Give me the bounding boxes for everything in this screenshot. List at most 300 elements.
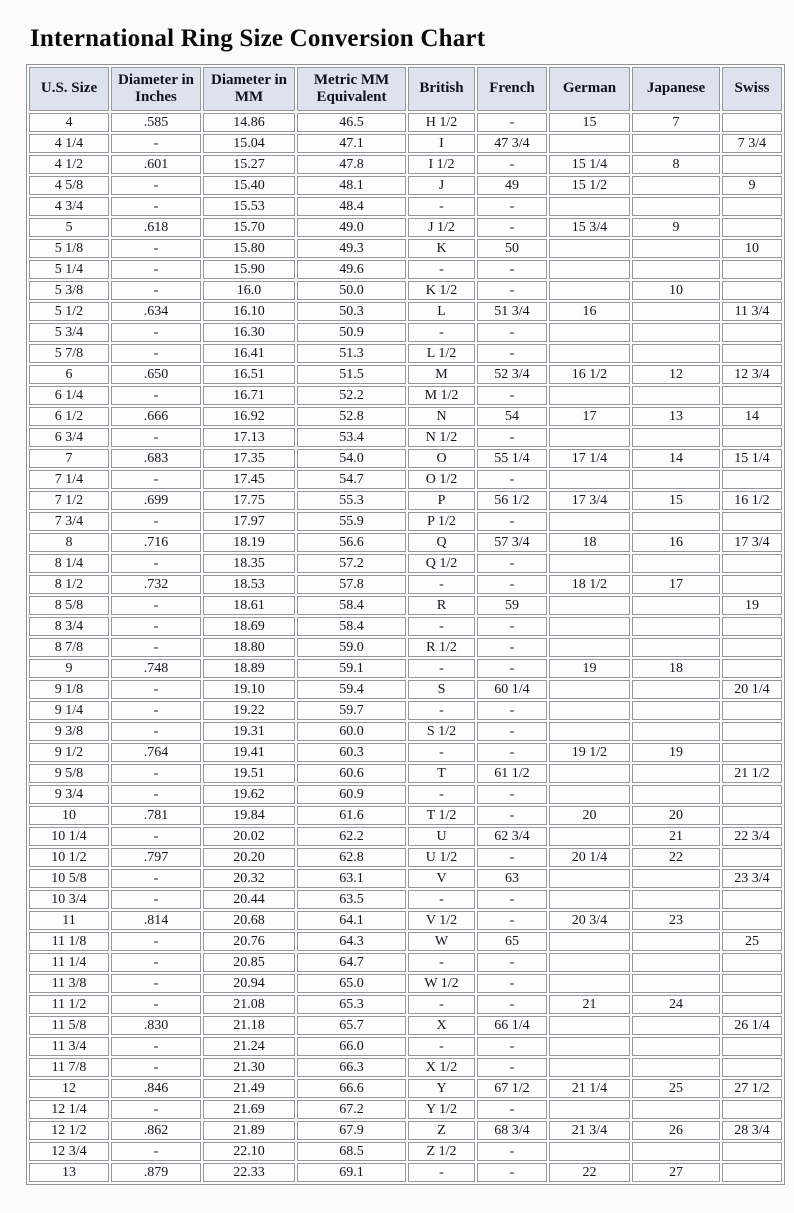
table-cell: 18.35 xyxy=(203,554,295,573)
table-cell: 16 1/2 xyxy=(549,365,630,384)
table-cell: 59.7 xyxy=(297,701,406,720)
table-cell: 15 1/2 xyxy=(549,176,630,195)
table-cell: Y 1/2 xyxy=(408,1100,475,1119)
table-cell: O xyxy=(408,449,475,468)
table-cell: 16 xyxy=(632,533,720,552)
table-cell xyxy=(549,386,630,405)
table-cell: K xyxy=(408,239,475,258)
table-cell: 15 1/4 xyxy=(549,155,630,174)
table-cell: 23 3/4 xyxy=(722,869,782,888)
table-cell xyxy=(549,1142,630,1161)
table-cell: .814 xyxy=(111,911,201,930)
table-cell xyxy=(632,869,720,888)
table-cell: - xyxy=(477,1163,547,1182)
table-row xyxy=(29,260,782,279)
table-cell: 11 3/4 xyxy=(722,302,782,321)
table-header xyxy=(29,67,782,111)
table-cell: 5 7/8 xyxy=(29,344,109,363)
table-cell: 16.30 xyxy=(203,323,295,342)
table-cell: R xyxy=(408,596,475,615)
table-cell: 65.7 xyxy=(297,1016,406,1035)
table-cell: 15.04 xyxy=(203,134,295,153)
table-cell: - xyxy=(111,722,201,741)
table-cell xyxy=(632,932,720,951)
table-cell xyxy=(549,680,630,699)
table-cell: - xyxy=(408,197,475,216)
table-cell: Z 1/2 xyxy=(408,1142,475,1161)
table-cell: J 1/2 xyxy=(408,218,475,237)
table-cell: 7 1/4 xyxy=(29,470,109,489)
table-cell: - xyxy=(408,953,475,972)
table-cell xyxy=(722,113,782,132)
table-cell xyxy=(549,197,630,216)
table-cell: 54.7 xyxy=(297,470,406,489)
table-cell xyxy=(549,953,630,972)
table-cell xyxy=(722,344,782,363)
table-cell: .732 xyxy=(111,575,201,594)
table-cell: P xyxy=(408,491,475,510)
table-cell: W 1/2 xyxy=(408,974,475,993)
table-cell xyxy=(549,134,630,153)
table-cell: .862 xyxy=(111,1121,201,1140)
table-cell: .797 xyxy=(111,848,201,867)
table-cell: - xyxy=(111,764,201,783)
table-cell: 54 xyxy=(477,407,547,426)
table-cell: L xyxy=(408,302,475,321)
table-cell xyxy=(632,260,720,279)
table-cell: - xyxy=(408,785,475,804)
table-cell: 51.5 xyxy=(297,365,406,384)
table-cell: 17 xyxy=(632,575,720,594)
table-cell xyxy=(632,554,720,573)
table-cell: 51.3 xyxy=(297,344,406,363)
table-cell: - xyxy=(477,953,547,972)
table-cell: 57.8 xyxy=(297,575,406,594)
table-cell: M xyxy=(408,365,475,384)
table-cell: 63 xyxy=(477,869,547,888)
table-cell xyxy=(632,638,720,657)
table-cell xyxy=(722,890,782,909)
table-cell: 19 xyxy=(722,596,782,615)
table-cell: Z xyxy=(408,1121,475,1140)
table-cell: 10 xyxy=(29,806,109,825)
table-cell: V 1/2 xyxy=(408,911,475,930)
table-row xyxy=(29,1037,782,1056)
table-cell xyxy=(722,785,782,804)
table-cell: 49.0 xyxy=(297,218,406,237)
table-cell: 19.41 xyxy=(203,743,295,762)
table-cell: - xyxy=(477,512,547,531)
table-cell: - xyxy=(477,218,547,237)
table-cell: - xyxy=(111,1100,201,1119)
table-cell: W xyxy=(408,932,475,951)
table-cell: 10 1/4 xyxy=(29,827,109,846)
table-cell: 19 1/2 xyxy=(549,743,630,762)
table-cell: 4 3/4 xyxy=(29,197,109,216)
table-cell xyxy=(722,1100,782,1119)
table-cell: 17 3/4 xyxy=(549,491,630,510)
table-cell: 22.10 xyxy=(203,1142,295,1161)
table-cell: 5 1/4 xyxy=(29,260,109,279)
table-cell: - xyxy=(111,890,201,909)
table-cell xyxy=(549,932,630,951)
table-cell: 66.0 xyxy=(297,1037,406,1056)
table-cell xyxy=(722,701,782,720)
table-cell: 21.18 xyxy=(203,1016,295,1035)
table-cell: 54.0 xyxy=(297,449,406,468)
table-cell xyxy=(722,1037,782,1056)
table-row xyxy=(29,827,782,846)
table-cell: 11 1/8 xyxy=(29,932,109,951)
table-cell xyxy=(632,344,720,363)
table-row xyxy=(29,701,782,720)
table-cell: 18 1/2 xyxy=(549,575,630,594)
table-row xyxy=(29,974,782,993)
table-cell: - xyxy=(477,554,547,573)
table-cell: 18.61 xyxy=(203,596,295,615)
table-cell: - xyxy=(111,197,201,216)
table-cell: 20 3/4 xyxy=(549,911,630,930)
table-cell: 19.31 xyxy=(203,722,295,741)
table-cell: S 1/2 xyxy=(408,722,475,741)
table-cell: 66.3 xyxy=(297,1058,406,1077)
table-cell: - xyxy=(477,575,547,594)
table-cell: - xyxy=(477,1037,547,1056)
table-cell: 18.69 xyxy=(203,617,295,636)
table-cell: 16 xyxy=(549,302,630,321)
table-cell: 11 xyxy=(29,911,109,930)
table-row xyxy=(29,785,782,804)
table-cell xyxy=(632,764,720,783)
table-cell: 16.41 xyxy=(203,344,295,363)
table-cell: - xyxy=(111,512,201,531)
table-cell: 8 5/8 xyxy=(29,596,109,615)
table-cell: 12 1/4 xyxy=(29,1100,109,1119)
table-cell: J xyxy=(408,176,475,195)
table-row xyxy=(29,512,782,531)
table-cell: .879 xyxy=(111,1163,201,1182)
table-cell: 60.9 xyxy=(297,785,406,804)
table-cell: - xyxy=(111,176,201,195)
table-row xyxy=(29,407,782,426)
table-cell: S xyxy=(408,680,475,699)
table-cell: U xyxy=(408,827,475,846)
table-row xyxy=(29,575,782,594)
table-cell: - xyxy=(111,470,201,489)
table-cell: - xyxy=(111,386,201,405)
table-cell: 19.62 xyxy=(203,785,295,804)
table-cell: 14 xyxy=(632,449,720,468)
table-cell: 13 xyxy=(632,407,720,426)
table-cell: 4 1/4 xyxy=(29,134,109,153)
table-cell: - xyxy=(477,470,547,489)
table-cell: N xyxy=(408,407,475,426)
table-cell: 9 1/2 xyxy=(29,743,109,762)
table-cell: 21.30 xyxy=(203,1058,295,1077)
table-cell: 15 3/4 xyxy=(549,218,630,237)
table-cell xyxy=(722,911,782,930)
table-cell xyxy=(549,470,630,489)
table-cell: L 1/2 xyxy=(408,344,475,363)
table-cell: 15.53 xyxy=(203,197,295,216)
table-cell: R 1/2 xyxy=(408,638,475,657)
table-cell: .699 xyxy=(111,491,201,510)
table-cell: 18.89 xyxy=(203,659,295,678)
table-cell: 22 3/4 xyxy=(722,827,782,846)
table-cell: 8 7/8 xyxy=(29,638,109,657)
table-row xyxy=(29,869,782,888)
table-cell: - xyxy=(408,890,475,909)
table-cell: - xyxy=(111,827,201,846)
table-cell: 55.9 xyxy=(297,512,406,531)
table-cell: 24 xyxy=(632,995,720,1014)
table-cell: 28 3/4 xyxy=(722,1121,782,1140)
table-cell: - xyxy=(477,113,547,132)
table-cell xyxy=(549,1058,630,1077)
page-title: International Ring Size Conversion Chart xyxy=(30,24,486,52)
table-cell xyxy=(632,596,720,615)
table-cell: 27 xyxy=(632,1163,720,1182)
table-cell: - xyxy=(477,260,547,279)
table-cell: 52.2 xyxy=(297,386,406,405)
table-cell: 21 1/4 xyxy=(549,1079,630,1098)
table-cell xyxy=(722,659,782,678)
table-cell xyxy=(722,470,782,489)
table-row xyxy=(29,281,782,300)
table-cell xyxy=(632,197,720,216)
table-cell: 8 1/4 xyxy=(29,554,109,573)
table-cell: 16.0 xyxy=(203,281,295,300)
table-row xyxy=(29,134,782,153)
table-row xyxy=(29,176,782,195)
table-cell: 10 xyxy=(722,239,782,258)
table-row xyxy=(29,638,782,657)
table-cell: 8 1/2 xyxy=(29,575,109,594)
table-cell: 18 xyxy=(549,533,630,552)
table-cell: 62.2 xyxy=(297,827,406,846)
table-row xyxy=(29,932,782,951)
table-cell: 15 xyxy=(549,113,630,132)
table-cell xyxy=(549,785,630,804)
column-header-japanese: Japanese xyxy=(632,67,720,111)
table-cell xyxy=(549,764,630,783)
table-cell: 56 1/2 xyxy=(477,491,547,510)
table-cell: 22.33 xyxy=(203,1163,295,1182)
table-cell: 21.24 xyxy=(203,1037,295,1056)
table-row xyxy=(29,1016,782,1035)
table-cell: 17.75 xyxy=(203,491,295,510)
table-cell: 13 xyxy=(29,1163,109,1182)
table-cell: 21 xyxy=(632,827,720,846)
table-row xyxy=(29,890,782,909)
table-cell: - xyxy=(111,1037,201,1056)
table-cell: 12 xyxy=(632,365,720,384)
table-cell: 23 xyxy=(632,911,720,930)
table-cell: - xyxy=(408,617,475,636)
table-cell: 8 xyxy=(632,155,720,174)
table-cell xyxy=(632,239,720,258)
table-cell xyxy=(632,617,720,636)
table-cell: - xyxy=(477,386,547,405)
table-cell xyxy=(722,218,782,237)
table-cell: 9 xyxy=(722,176,782,195)
table-cell: 50.3 xyxy=(297,302,406,321)
table-cell: K 1/2 xyxy=(408,281,475,300)
column-header-british: British xyxy=(408,67,475,111)
table-cell: - xyxy=(408,1163,475,1182)
table-cell: 19.51 xyxy=(203,764,295,783)
table-cell: 20.94 xyxy=(203,974,295,993)
table-cell xyxy=(722,617,782,636)
table-row xyxy=(29,323,782,342)
table-cell xyxy=(722,743,782,762)
table-cell: 16.51 xyxy=(203,365,295,384)
table-cell: 4 xyxy=(29,113,109,132)
table-cell: .601 xyxy=(111,155,201,174)
table-cell: 18.80 xyxy=(203,638,295,657)
table-row xyxy=(29,995,782,1014)
table-cell: P 1/2 xyxy=(408,512,475,531)
table-cell: - xyxy=(111,323,201,342)
table-cell: 65 xyxy=(477,932,547,951)
table-cell: - xyxy=(477,722,547,741)
table-cell: 62.8 xyxy=(297,848,406,867)
table-cell: 10 5/8 xyxy=(29,869,109,888)
table-cell xyxy=(632,890,720,909)
table-cell: - xyxy=(477,848,547,867)
table-row xyxy=(29,617,782,636)
table-cell: - xyxy=(477,659,547,678)
table-cell: 66 1/4 xyxy=(477,1016,547,1035)
table-cell: 53.4 xyxy=(297,428,406,447)
table-cell: 67.9 xyxy=(297,1121,406,1140)
column-header-metric-mm-equivalent: Metric MM Equivalent xyxy=(297,67,406,111)
table-cell xyxy=(632,512,720,531)
table-cell xyxy=(549,323,630,342)
table-cell: 5 1/2 xyxy=(29,302,109,321)
table-cell: - xyxy=(111,785,201,804)
table-cell: 64.1 xyxy=(297,911,406,930)
table-cell: 21 3/4 xyxy=(549,1121,630,1140)
table-cell: 19 xyxy=(549,659,630,678)
table-cell: .716 xyxy=(111,533,201,552)
table-cell: 59.1 xyxy=(297,659,406,678)
table-cell: 60.3 xyxy=(297,743,406,762)
table-cell: 16.10 xyxy=(203,302,295,321)
table-cell xyxy=(722,806,782,825)
table-cell: - xyxy=(408,743,475,762)
table-cell: 18.19 xyxy=(203,533,295,552)
table-cell: 14.86 xyxy=(203,113,295,132)
table-cell: 11 7/8 xyxy=(29,1058,109,1077)
table-cell: 18.53 xyxy=(203,575,295,594)
table-cell xyxy=(632,722,720,741)
table-cell: - xyxy=(408,995,475,1014)
table-cell xyxy=(632,134,720,153)
table-cell: .781 xyxy=(111,806,201,825)
table-cell: - xyxy=(477,1058,547,1077)
table-cell: 8 xyxy=(29,533,109,552)
table-cell xyxy=(722,722,782,741)
table-cell xyxy=(722,1163,782,1182)
table-cell: 21 1/2 xyxy=(722,764,782,783)
table-cell xyxy=(549,617,630,636)
table-cell: - xyxy=(111,932,201,951)
table-cell: 60.0 xyxy=(297,722,406,741)
table-cell: 4 1/2 xyxy=(29,155,109,174)
table-cell: 62 3/4 xyxy=(477,827,547,846)
table-cell: - xyxy=(477,638,547,657)
table-cell: 4 5/8 xyxy=(29,176,109,195)
table-cell: 15.40 xyxy=(203,176,295,195)
table-cell xyxy=(549,596,630,615)
table-cell xyxy=(632,1016,720,1035)
table-cell: - xyxy=(477,281,547,300)
table-cell xyxy=(549,512,630,531)
table-cell: 19.22 xyxy=(203,701,295,720)
table-cell: 16.92 xyxy=(203,407,295,426)
table-cell: 57.2 xyxy=(297,554,406,573)
table-cell: N 1/2 xyxy=(408,428,475,447)
table-cell: 5 3/8 xyxy=(29,281,109,300)
table-cell: 47.1 xyxy=(297,134,406,153)
table-cell: 7 1/2 xyxy=(29,491,109,510)
table-cell xyxy=(632,323,720,342)
table-cell xyxy=(549,1037,630,1056)
table-cell xyxy=(722,512,782,531)
table-cell xyxy=(632,428,720,447)
table-cell: 60.6 xyxy=(297,764,406,783)
table-cell: 49 xyxy=(477,176,547,195)
table-cell: 20 1/4 xyxy=(549,848,630,867)
table-cell: - xyxy=(477,743,547,762)
table-cell: .830 xyxy=(111,1016,201,1035)
table-row xyxy=(29,596,782,615)
table-cell: 47 3/4 xyxy=(477,134,547,153)
table-cell: 27 1/2 xyxy=(722,1079,782,1098)
table-cell: 15 1/4 xyxy=(722,449,782,468)
table-cell: - xyxy=(111,701,201,720)
table-cell: - xyxy=(111,344,201,363)
table-cell: 55.3 xyxy=(297,491,406,510)
table-cell xyxy=(722,1058,782,1077)
table-cell xyxy=(549,344,630,363)
table-cell xyxy=(549,554,630,573)
table-cell: 52 3/4 xyxy=(477,365,547,384)
table-cell xyxy=(549,890,630,909)
table-cell: 64.3 xyxy=(297,932,406,951)
table-cell: 65.0 xyxy=(297,974,406,993)
table-cell xyxy=(549,260,630,279)
table-row xyxy=(29,470,782,489)
table-cell: 7 3/4 xyxy=(29,512,109,531)
table-cell: .618 xyxy=(111,218,201,237)
table-cell xyxy=(632,680,720,699)
table-cell: 16 1/2 xyxy=(722,491,782,510)
table-cell: 5 1/8 xyxy=(29,239,109,258)
table-cell xyxy=(549,974,630,993)
table-cell: .634 xyxy=(111,302,201,321)
table-row xyxy=(29,197,782,216)
table-cell xyxy=(632,1058,720,1077)
table-cell: 48.4 xyxy=(297,197,406,216)
table-cell xyxy=(722,323,782,342)
table-cell: 12 1/2 xyxy=(29,1121,109,1140)
table-cell: 9 3/4 xyxy=(29,785,109,804)
table-cell: 21.69 xyxy=(203,1100,295,1119)
table-cell xyxy=(549,869,630,888)
table-row xyxy=(29,365,782,384)
